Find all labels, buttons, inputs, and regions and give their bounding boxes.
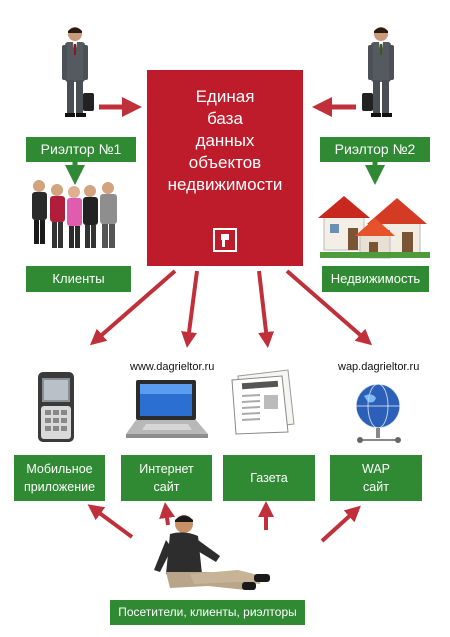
globe-icon <box>356 384 401 443</box>
logo-icon <box>213 228 237 252</box>
mobile-app-label: Мобильное приложение <box>14 455 105 501</box>
phone-icon <box>38 372 74 442</box>
realtor2-label: Риэлтор №2 <box>320 137 430 162</box>
wap-url: wap.dagrieltor.ru <box>338 361 420 373</box>
internet-site-label: Интернет сайт <box>121 455 212 501</box>
arrow-db-to-newspaper <box>259 271 267 340</box>
sitting-man-icon <box>154 515 270 590</box>
realtor1-label: Риэлтор №1 <box>26 137 136 162</box>
database-box <box>147 70 303 266</box>
laptop-icon <box>126 380 208 438</box>
arrow-visitors-to-mobile <box>94 509 132 537</box>
clients-label: Клиенты <box>26 266 131 292</box>
arrow-visitors-to-internet <box>166 510 168 525</box>
houses-icon <box>318 196 430 258</box>
arrow-visitors-to-wap <box>322 511 355 541</box>
wap-site-label: WAP сайт <box>330 455 422 501</box>
arrow-db-to-internet <box>188 271 197 340</box>
internet-url: www.dagrieltor.ru <box>130 361 215 373</box>
newspaper-label: Газета <box>223 455 315 501</box>
businessman-icon <box>362 27 394 117</box>
database-title: Единая база данных объектов недвижимости <box>167 87 283 195</box>
property-label: Недвижимость <box>322 266 429 292</box>
visitors-label: Посетители, клиенты, риэлторы <box>110 600 305 625</box>
people-group-icon <box>32 180 117 248</box>
businessman-icon <box>62 27 94 117</box>
newspaper-icon <box>232 370 294 434</box>
